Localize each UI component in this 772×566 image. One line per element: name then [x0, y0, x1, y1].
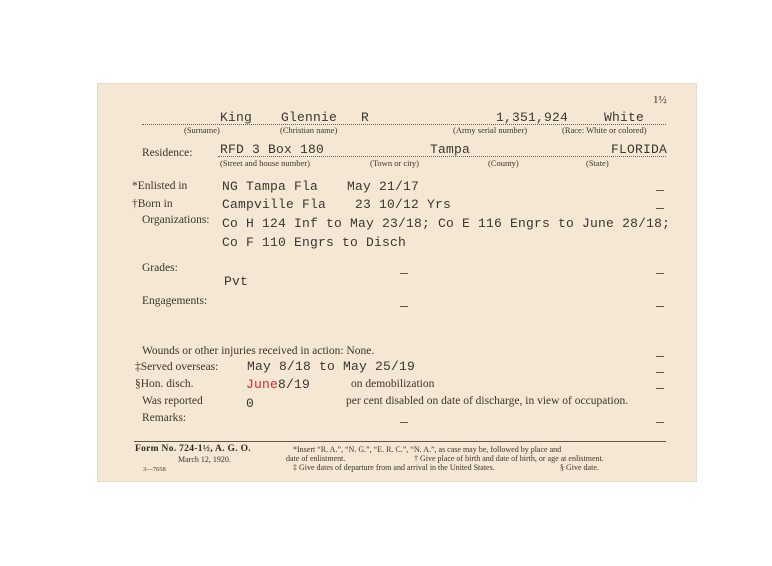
remarks-dash-1 [400, 422, 408, 423]
reported-label: Was reported [142, 395, 203, 407]
form-date: March 12, 1920. [178, 455, 231, 464]
served-overseas-label: ‡Served overseas: [135, 361, 219, 373]
engagements-label: Engagements: [142, 295, 208, 307]
footer-note-4: ‡ Give dates of departure from and arrival in the United States. [293, 463, 495, 472]
wounds-label: Wounds or other injuries received in action: None. [142, 345, 375, 357]
state-value: FLORIDA [611, 142, 668, 157]
served-dash [656, 372, 664, 373]
street-caption: (Street and house number) [220, 158, 310, 168]
engagements-dash-1 [400, 306, 408, 307]
form-number: Form No. 724-1½, A. G. O. [135, 444, 251, 454]
grades-value: Pvt [224, 274, 249, 289]
born-label: †Born in [132, 198, 173, 210]
remarks-dash-2 [656, 422, 664, 423]
engagements-dash-2 [656, 306, 664, 307]
christian-name-value: Glennie [281, 110, 338, 125]
footer-note-2: date of enlistment. [286, 454, 346, 463]
served-overseas-value: May 8/18 to May 25/19 [247, 359, 416, 374]
footer-note-1: *Insert “R. A.”, “N. G.”, “E. R. C.”, “N. A.”, as case may be, followed by place and [293, 445, 562, 454]
enlisted-date: May 21/17 [347, 179, 420, 194]
organizations-line2: Co F 110 Engrs to Disch [222, 235, 407, 250]
residence-line [218, 156, 666, 157]
surname-value: King [220, 110, 253, 125]
footer-note-5: § Give date. [560, 463, 599, 472]
town-caption: (Town or city) [370, 158, 419, 168]
county-caption: (County) [488, 158, 519, 168]
discharge-label: §Hon. disch. [135, 378, 194, 390]
reported-note: per cent disabled on date of discharge, in view of occupation. [346, 395, 629, 407]
grades-label: Grades: [142, 262, 178, 274]
discharge-dash [656, 388, 664, 389]
enlisted-dash [656, 190, 664, 191]
born-dash [656, 208, 664, 209]
residence-label: Residence: [142, 147, 193, 159]
discharge-note: on demobilization [351, 378, 435, 390]
race-value: White [604, 110, 645, 125]
wounds-dash [656, 356, 664, 357]
grades-dash-2 [656, 273, 664, 274]
discharge-day: 8/19 [278, 377, 311, 392]
born-value: Campville Fla [222, 197, 327, 212]
discharge-date [246, 377, 310, 392]
town-value: Tampa [430, 142, 471, 157]
middle-initial-value: R [361, 110, 370, 125]
corner-mark: 1½ [653, 94, 667, 106]
organizations-label: Organizations: [142, 214, 210, 226]
street-value: RFD 3 Box 180 [220, 142, 325, 157]
reported-value: 0 [246, 396, 255, 411]
race-caption: (Race: White or colored) [562, 125, 647, 135]
enlisted-label: *Enlisted in [132, 180, 188, 192]
born-age: 23 10/12 Yrs [355, 197, 452, 212]
service-record-card [98, 84, 696, 481]
remarks-label: Remarks: [142, 412, 187, 424]
state-caption: (State) [586, 158, 609, 168]
enlisted-value: NG Tampa Fla [222, 179, 319, 194]
footer-note-3: † Give place of birth and date of birth, or age at enlistment. [414, 454, 604, 463]
discharge-month: June [246, 377, 279, 392]
christian-name-caption: (Christian name) [280, 125, 338, 135]
grades-dash-1 [400, 273, 408, 274]
print-code: 3—7658 [143, 466, 166, 473]
footer-rule [134, 441, 666, 442]
surname-caption: (Surname) [184, 125, 220, 135]
serial-number-value: 1,351,924 [496, 110, 569, 125]
organizations-line1: Co H 124 Inf to May 23/18; Co E 116 Engrs to June 28/18; [222, 216, 671, 231]
serial-number-caption: (Army serial number) [453, 125, 528, 135]
